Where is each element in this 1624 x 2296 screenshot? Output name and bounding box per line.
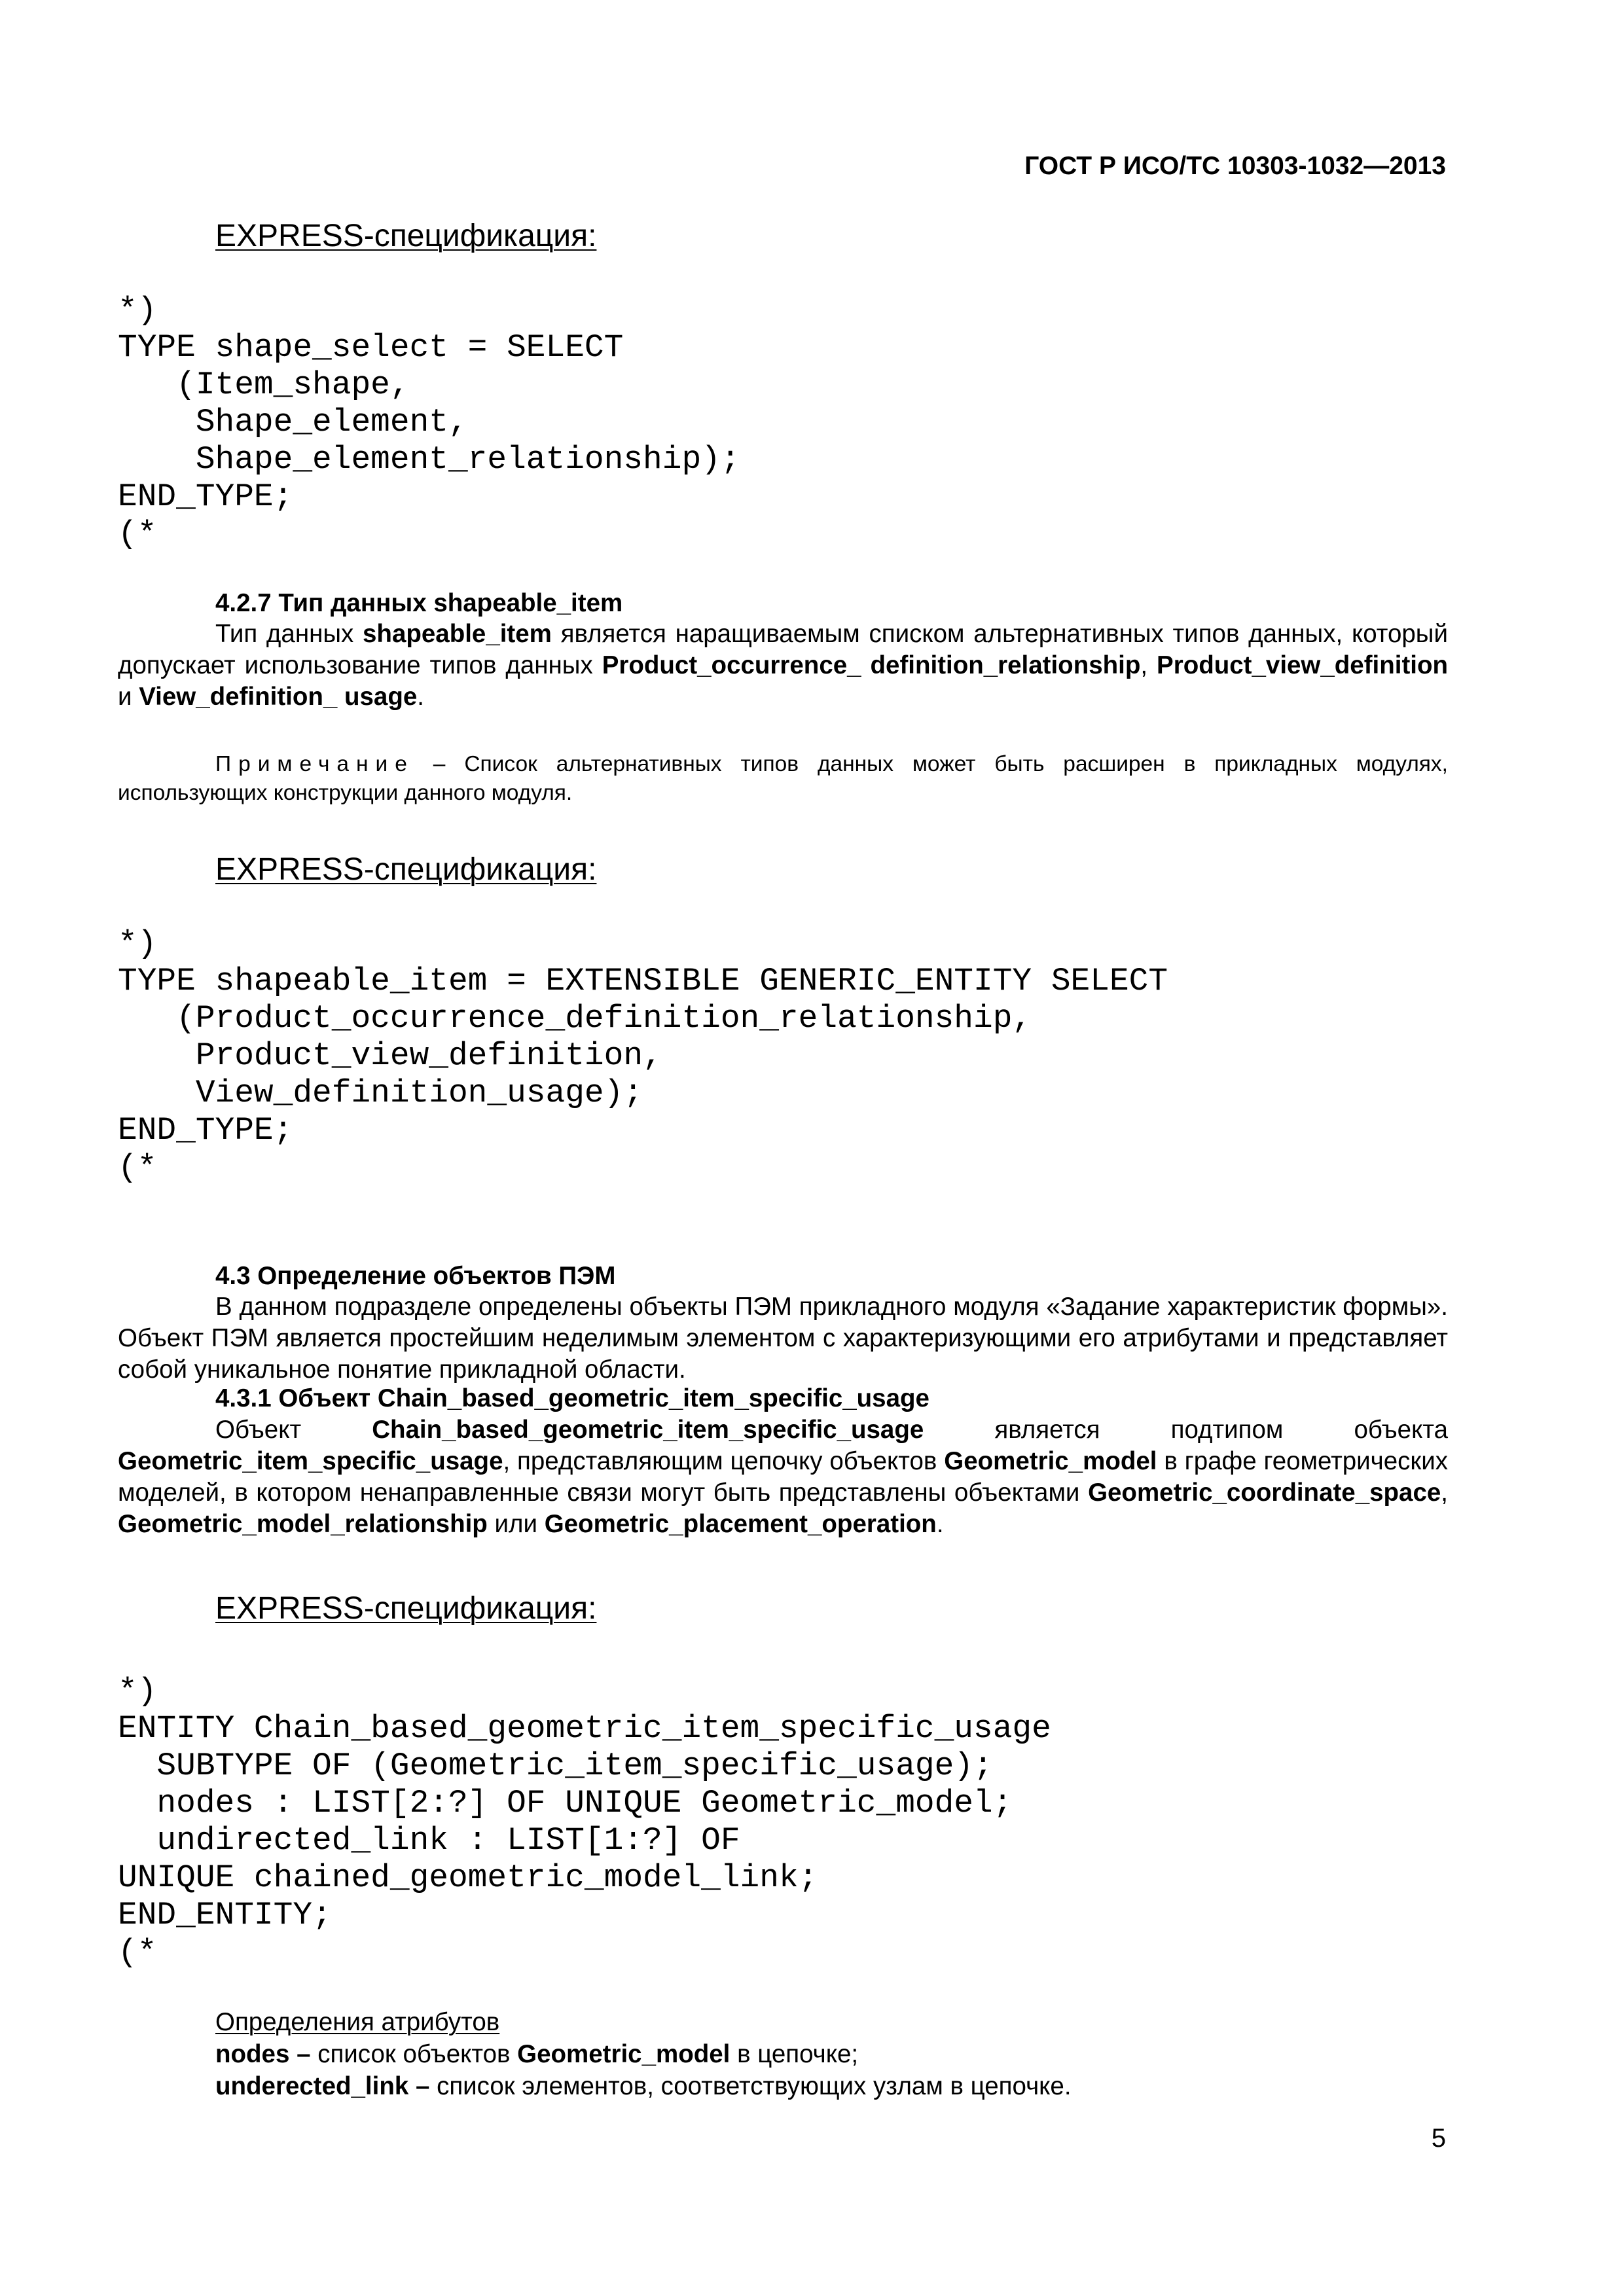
- standard-header: ГОСТ Р ИСО/ТС 10303-1032—2013: [1024, 152, 1446, 180]
- express-spec-title: EXPRESS-спецификация:: [215, 219, 597, 253]
- note-paragraph: Примечание – Список альтернативных типов данных может быть расширен в прикладных модулях, использующих конструкции данного модуля.: [118, 752, 1448, 805]
- attribute-nodes-definition: nodes – список объектов Geometric_model в цепочке;: [215, 2040, 859, 2068]
- code-line: (Item_shape,: [118, 367, 410, 403]
- section-heading-4-3-1: 4.3.1 Объект Chain_based_geometric_item_specific_usage: [215, 1384, 929, 1412]
- code-line: END_TYPE;: [118, 478, 293, 515]
- code-line: *): [118, 1673, 157, 1710]
- code-line: (*: [118, 1149, 157, 1186]
- code-line: Shape_element,: [118, 404, 468, 440]
- code-line: Shape_element_relationship);: [118, 441, 740, 478]
- code-line: UNIQUE chained_geometric_model_link;: [118, 1859, 818, 1896]
- code-line: END_ENTITY;: [118, 1897, 332, 1933]
- code-line: (Product_occurrence_definition_relationship,: [118, 1000, 1032, 1037]
- section-4-2-7-paragraph: Тип данных shapeable_item является наращиваемым списком альтернативных типов данных, который допускает использование типов данных Product_occurrence_ definition_relationship, Product_view_definition и View_definition_ usage.: [118, 620, 1448, 711]
- code-line: undirected_link : LIST[1:?] OF: [118, 1822, 740, 1859]
- attribute-definitions-title: Определения атрибутов: [215, 2008, 500, 2036]
- code-line: ENTITY Chain_based_geometric_item_specific_usage: [118, 1710, 1051, 1747]
- page-number: 5: [1431, 2124, 1446, 2153]
- section-4-3-paragraph: В данном подразделе определены объекты ПЭМ прикладного модуля «Задание характеристик формы». Объект ПЭМ является простейшим неделимым элементом с характеризующими его атрибутами и представляет собой уникальное понятие прикладной области.: [118, 1293, 1448, 1384]
- code-line: TYPE shape_select = SELECT: [118, 329, 624, 366]
- section-4-3-1-paragraph: Объект Chain_based_geometric_item_specific_usage является подтипом объекта Geometric_item_specific_usage, представляющим цепочку объектов Geometric_model в графе геометрических моделей, в котором ненаправленные связи могут быть представлены объектами Geometric_coordinate_space, Geometric_model_relationship или Geometric_placement_operation.: [118, 1416, 1448, 1538]
- code-line: TYPE shapeable_item = EXTENSIBLE GENERIC_ENTITY SELECT: [118, 963, 1168, 999]
- express-code-block-chain-entity: [118, 1673, 1051, 1971]
- code-line: *): [118, 292, 157, 329]
- section-heading-4-2-7: 4.2.7 Тип данных shapeable_item: [215, 589, 623, 617]
- code-line: *): [118, 925, 157, 962]
- code-line: nodes : LIST[2:?] OF UNIQUE Geometric_model;: [118, 1785, 1013, 1821]
- express-code-block-shape-select: [118, 292, 740, 553]
- attribute-definitions: [215, 2006, 1072, 2102]
- express-spec-title: EXPRESS-спецификация:: [215, 1591, 597, 1626]
- attribute-link-definition: underected_link – список элементов, соответствующих узлам в цепочке.: [215, 2072, 1072, 2100]
- express-spec-title: EXPRESS-спецификация:: [215, 852, 597, 887]
- express-code-block-shapeable-item: [118, 925, 1168, 1187]
- code-line: (*: [118, 1934, 157, 1971]
- code-line: Product_view_definition,: [118, 1037, 662, 1074]
- code-line: END_TYPE;: [118, 1112, 293, 1149]
- code-line: (*: [118, 516, 157, 552]
- code-line: View_definition_usage);: [118, 1075, 643, 1111]
- section-heading-4-3: 4.3 Определение объектов ПЭМ: [215, 1262, 616, 1290]
- code-line: SUBTYPE OF (Geometric_item_specific_usage);: [118, 1748, 993, 1784]
